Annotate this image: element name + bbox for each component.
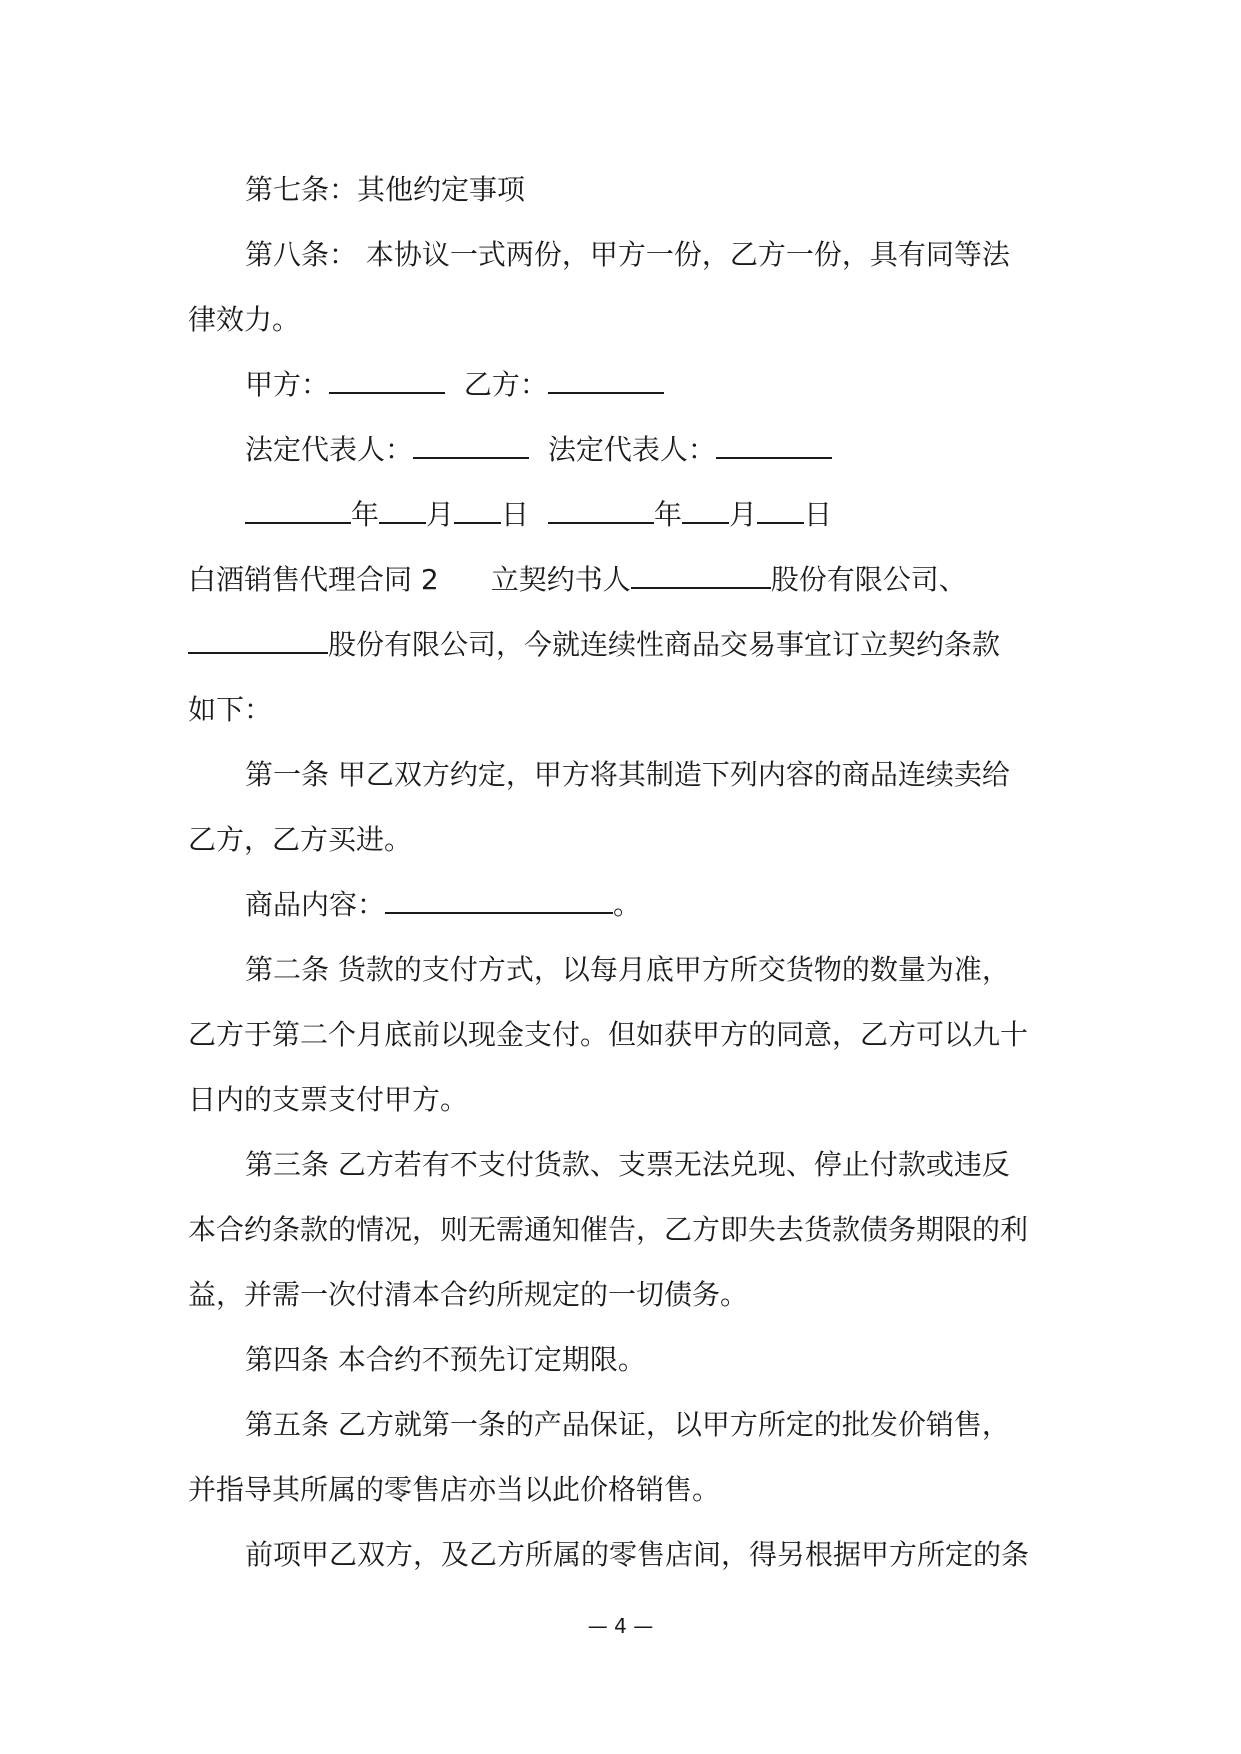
contract-2-heading-line	[188, 547, 1054, 612]
year-a-label: 年	[351, 498, 380, 531]
party-b-label: 乙方：	[463, 368, 548, 401]
clause-5-line-1: 第五条 乙方就第一条的产品保证，以甲方所定的批发价销售，	[245, 1408, 1010, 1441]
as-follows: 如下：	[188, 693, 273, 726]
goods-blank	[385, 886, 613, 914]
date-line	[188, 482, 1054, 547]
party-a-blank	[329, 366, 445, 394]
party-a-label: 甲方：	[245, 368, 330, 401]
page-number: — 4 —	[587, 1614, 654, 1638]
contractor-a-blank	[631, 561, 771, 589]
month-a-blank	[379, 496, 426, 524]
clause-2-line-1: 第二条 货款的支付方式，以每月底甲方所交货物的数量为准，	[245, 953, 1010, 986]
rep-a-label: 法定代表人：	[245, 433, 414, 466]
representative-line	[188, 417, 1054, 482]
clause-1-line-2: 乙方，乙方买进。	[188, 823, 413, 856]
day-b-blank	[757, 496, 804, 524]
party-b-blank	[548, 366, 664, 394]
party-signature-line	[188, 352, 1054, 417]
company-b-line	[188, 612, 1054, 677]
year-b-blank	[548, 496, 654, 524]
clause-4: 第四条 本合约不预先订定期限。	[245, 1343, 646, 1376]
day-a-label: 日	[501, 498, 530, 531]
article-8-line-1: 第八条： 本协议一式两份，甲方一份，乙方一份，具有同等法	[245, 238, 1010, 271]
clause-5-line-3: 前项甲乙双方，及乙方所属的零售店间，得另根据甲方所定的条	[245, 1538, 1030, 1571]
clause-1-line-1: 第一条 甲乙双方约定，甲方将其制造下列内容的商品连续卖给	[245, 758, 1010, 791]
goods-end: 。	[613, 888, 642, 921]
year-b-label: 年	[653, 498, 682, 531]
article-8-line-2: 律效力。	[188, 303, 301, 336]
contract-2-title: 白酒销售代理合同 2	[188, 563, 439, 596]
year-a-blank	[245, 496, 351, 524]
company-b-blank	[188, 626, 328, 654]
clause-3-line-3: 益，并需一次付清本合约所规定的一切债务。	[188, 1278, 749, 1311]
goods-line	[188, 872, 1054, 937]
contractor-label: 立契约书人	[490, 563, 631, 596]
rep-b-label: 法定代表人：	[547, 433, 716, 466]
rep-a-blank	[413, 431, 529, 459]
clause-5-line-2: 并指导其所属的零售店亦当以此价格销售。	[188, 1473, 721, 1506]
goods-label: 商品内容：	[245, 888, 386, 921]
month-a-label: 月	[426, 498, 455, 531]
clause-2-line-2: 乙方于第二个月底前以现金支付。但如获甲方的同意，乙方可以九十	[188, 1018, 1029, 1051]
clause-2-line-3: 日内的支票支付甲方。	[188, 1083, 469, 1116]
company-b-text: 股份有限公司，今就连续性商品交易事宜订立契约条款	[328, 628, 1001, 661]
clause-3-line-1: 第三条 乙方若有不支付货款、支票无法兑现、停止付款或违反	[245, 1148, 1010, 1181]
day-a-blank	[454, 496, 501, 524]
month-b-label: 月	[728, 498, 757, 531]
company-a-suffix: 股份有限公司、	[770, 563, 967, 596]
month-b-blank	[682, 496, 729, 524]
day-b-label: 日	[803, 498, 832, 531]
document-body	[188, 157, 1054, 1587]
article-7: 第七条：其他约定事项	[245, 173, 526, 206]
rep-b-blank	[716, 431, 832, 459]
clause-3-line-2: 本合约条款的情况，则无需通知催告，乙方即失去货款债务期限的利	[188, 1213, 1029, 1246]
